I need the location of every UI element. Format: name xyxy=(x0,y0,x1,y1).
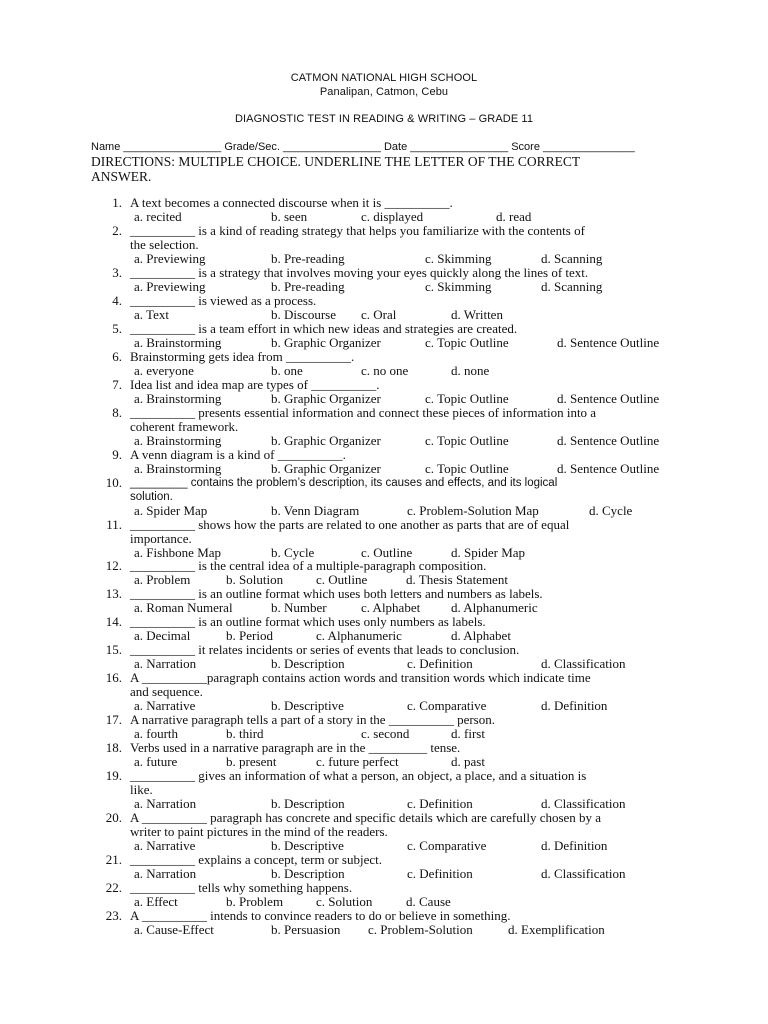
answer-option-d[interactable]: d. Definition xyxy=(541,698,608,714)
answer-option-b[interactable]: b. Descriptive xyxy=(271,838,344,854)
answer-option-b[interactable]: b. Descriptive xyxy=(271,698,344,714)
answer-option-a[interactable]: a. Brainstorming xyxy=(134,460,222,476)
answer-option-d[interactable]: d. Definition xyxy=(541,838,608,854)
answer-option-c[interactable]: c. Definition xyxy=(407,656,473,672)
answer-option-a[interactable]: a. future xyxy=(134,754,178,770)
answer-option-c[interactable]: c. second xyxy=(361,726,410,742)
answer-option-b[interactable]: b. Description xyxy=(271,796,345,812)
answer-option-c[interactable]: c. Skimming xyxy=(425,250,492,266)
answer-option-a[interactable]: a. Spider Map xyxy=(134,502,208,518)
answer-option-a[interactable]: a. Previewing xyxy=(134,278,206,294)
answer-option-a[interactable]: a. Narrative xyxy=(134,698,196,714)
question-number: 3. xyxy=(112,264,122,280)
answer-option-d[interactable]: d. Classification xyxy=(541,656,626,672)
question-text: Brainstorming gets idea from __________. xyxy=(130,348,355,364)
answer-option-a[interactable]: a. fourth xyxy=(134,726,179,742)
question-text: __________ tells why something happens. xyxy=(130,880,353,896)
question-number: 19. xyxy=(105,768,122,784)
answer-option-a[interactable]: a. Cause-Effect xyxy=(134,921,214,937)
question-number: 13. xyxy=(105,586,122,602)
answer-option-d[interactable]: d. Exemplification xyxy=(508,921,605,937)
answer-option-a[interactable]: a. Narration xyxy=(134,866,197,882)
answer-option-d[interactable]: d. Scanning xyxy=(541,250,603,266)
question-text: A __________ intends to convince readers to do or believe in something. xyxy=(130,907,511,923)
answer-option-c[interactable]: c. Alphanumeric xyxy=(316,628,402,644)
question-text: __________ presents essential information and connect these pieces of information into a xyxy=(130,404,597,420)
answer-option-a[interactable]: a. Narration xyxy=(134,796,197,812)
answer-option-a[interactable]: a. recited xyxy=(134,208,182,224)
question-text: writer to paint pictures in the mind of the readers. xyxy=(130,824,388,840)
question-text: A venn diagram is a kind of __________. xyxy=(130,446,346,462)
question-number: 16. xyxy=(105,670,122,686)
answer-option-a[interactable]: a. Effect xyxy=(134,894,178,909)
answer-option-d[interactable]: d. Spider Map xyxy=(451,544,526,560)
question-number: 5. xyxy=(112,320,122,336)
answer-option-a[interactable]: a. Brainstorming xyxy=(134,390,222,406)
question-number: 2. xyxy=(112,222,122,238)
answer-option-c[interactable]: c. Problem-Solution xyxy=(368,921,473,937)
question-text: Idea list and idea map are types of __________. xyxy=(130,376,380,392)
answer-option-b[interactable]: b. Cycle xyxy=(271,544,315,560)
question-text: __________ is a strategy that involves moving your eyes quickly along the lines of text. xyxy=(130,264,589,280)
answer-option-b[interactable]: b. Graphic Organizer xyxy=(271,334,381,350)
answer-option-d[interactable]: d. read xyxy=(496,208,532,224)
answer-option-b[interactable]: b. Graphic Organizer xyxy=(271,460,381,476)
answer-option-b[interactable]: b. Number xyxy=(271,600,327,616)
answer-option-c[interactable]: c. Topic Outline xyxy=(425,390,509,406)
answer-option-a[interactable]: a. Roman Numeral xyxy=(134,600,233,616)
answer-option-b[interactable]: b. Solution xyxy=(226,572,284,588)
answer-option-b[interactable]: b. Pre-reading xyxy=(271,278,345,294)
answer-option-d[interactable]: d. Sentence Outline xyxy=(557,334,660,350)
question-text: __________ is viewed as a process. xyxy=(130,292,317,308)
answer-option-d[interactable]: d. Classification xyxy=(541,866,626,882)
question-text: __________ gives an information of what a person, an object, a place, and a situation is xyxy=(130,768,587,784)
answer-option-d[interactable]: d. none xyxy=(451,362,490,378)
question-text: and sequence. xyxy=(130,684,203,700)
answer-option-d[interactable]: d. Alphanumeric xyxy=(451,600,538,616)
answer-option-b[interactable]: b. Pre-reading xyxy=(271,250,345,266)
question-number: 11. xyxy=(106,516,122,532)
answer-option-a[interactable]: a. Fishbone Map xyxy=(134,544,222,560)
answer-option-a[interactable]: a. Previewing xyxy=(134,250,206,266)
answer-option-b[interactable]: b. Period xyxy=(226,628,273,644)
test-title: DIAGNOSTIC TEST IN READING & WRITING – GRADE 11 xyxy=(234,113,534,125)
answer-option-c[interactable]: c. Outline xyxy=(316,572,368,588)
answer-option-c[interactable]: c. Topic Outline xyxy=(425,432,509,448)
answer-option-d[interactable]: d. first xyxy=(451,726,485,742)
school-name: CATMON NATIONAL HIGH SCHOOL xyxy=(290,72,478,84)
student-info-line: Name ________________ Grade/Sec. ________________ Date ________________ Score _______________ xyxy=(91,141,635,153)
question-number: 10. xyxy=(105,474,122,490)
question-number: 22. xyxy=(105,880,122,896)
answer-option-b[interactable]: b. Discourse xyxy=(271,306,336,322)
answer-option-b[interactable]: b. one xyxy=(271,362,303,378)
question-text: A __________paragraph contains action words and transition words which indicate time xyxy=(130,670,591,686)
question-number: 9. xyxy=(112,446,122,462)
answer-option-c[interactable]: c. Solution xyxy=(316,894,373,909)
answer-option-c[interactable]: c. Comparative xyxy=(407,698,487,714)
answer-option-c[interactable]: c. Topic Outline xyxy=(425,334,509,350)
question-number: 21. xyxy=(105,852,122,868)
question-number: 18. xyxy=(105,740,122,756)
answer-option-c[interactable]: c. Definition xyxy=(407,866,473,882)
answer-option-b[interactable]: b. Graphic Organizer xyxy=(271,390,381,406)
answer-option-d[interactable]: d. Sentence Outline xyxy=(557,390,660,406)
question-text: importance. xyxy=(130,530,192,546)
answer-option-a[interactable]: a. everyone xyxy=(134,362,194,378)
answer-option-a[interactable]: a. Narrative xyxy=(134,838,196,854)
answer-option-d[interactable]: d. Cause xyxy=(406,894,451,909)
answer-option-c[interactable]: c. future perfect xyxy=(316,754,399,770)
answer-option-c[interactable]: c. Problem-Solution Map xyxy=(407,502,539,518)
answer-option-c[interactable]: c. displayed xyxy=(361,208,424,224)
answer-option-c[interactable]: c. Oral xyxy=(361,306,397,322)
answer-option-d[interactable]: d. Sentence Outline xyxy=(557,460,660,476)
directions-line-2: ANSWER. xyxy=(91,169,152,184)
question-number: 8. xyxy=(112,404,122,420)
school-address: Panalipan, Catmon, Cebu xyxy=(319,86,449,98)
answer-option-b[interactable]: b. Venn Diagram xyxy=(271,502,360,518)
answer-option-a[interactable]: a. Narration xyxy=(134,656,197,672)
question-text: __________ it relates incidents or series of events that leads to conclusion. xyxy=(130,642,520,658)
directions-line-1: DIRECTIONS: MULTIPLE CHOICE. UNDERLINE THE LETTER OF THE CORRECT xyxy=(91,154,581,169)
question-text: _________ contains the problem’s description, its causes and effects, and its logical xyxy=(130,476,558,489)
question-text: A narrative paragraph tells a part of a story in the __________ person. xyxy=(130,712,495,728)
answer-option-d[interactable]: d. Classification xyxy=(541,796,626,812)
answer-option-b[interactable]: b. Description xyxy=(271,656,345,672)
answer-option-a[interactable]: a. Decimal xyxy=(134,628,191,644)
question-text: __________ is an outline format which uses only numbers as labels. xyxy=(130,614,486,630)
answer-option-a[interactable]: a. Text xyxy=(134,306,169,322)
answer-option-d[interactable]: d. Thesis Statement xyxy=(406,572,508,588)
answer-option-a[interactable]: a. Problem xyxy=(134,572,191,588)
answer-option-b[interactable]: b. third xyxy=(226,726,264,742)
question-number: 15. xyxy=(105,642,122,658)
answer-option-c[interactable]: c. Skimming xyxy=(425,278,492,294)
answer-option-a[interactable]: a. Brainstorming xyxy=(134,334,222,350)
answer-option-c[interactable]: c. Topic Outline xyxy=(425,460,509,476)
answer-option-b[interactable]: b. Persuasion xyxy=(271,921,341,937)
answer-option-c[interactable]: c. Comparative xyxy=(407,838,487,854)
answer-option-b[interactable]: b. seen xyxy=(271,208,308,224)
question-number: 6. xyxy=(112,348,122,364)
answer-option-c[interactable]: c. Outline xyxy=(361,544,413,560)
answer-option-d[interactable]: d. Written xyxy=(451,306,503,322)
question-number: 20. xyxy=(105,810,122,826)
answer-option-d[interactable]: d. Scanning xyxy=(541,278,603,294)
question-number: 23. xyxy=(105,907,122,923)
answer-option-d[interactable]: d. Sentence Outline xyxy=(557,432,660,448)
question-number: 14. xyxy=(105,614,122,630)
question-text: coherent framework. xyxy=(130,418,239,434)
question-text: __________ shows how the parts are related to one another as parts that are of equal xyxy=(130,516,570,532)
answer-option-d[interactable]: d. Alphabet xyxy=(451,628,511,644)
answer-option-d[interactable]: d. Cycle xyxy=(589,502,633,518)
answer-option-d[interactable]: d. past xyxy=(451,754,485,770)
question-number: 12. xyxy=(105,558,122,574)
question-text: like. xyxy=(130,782,153,798)
question-text: the selection. xyxy=(130,236,199,252)
question-number: 17. xyxy=(105,712,122,728)
answer-option-b[interactable]: b. Problem xyxy=(226,894,284,909)
question-text: __________ explains a concept, term or subject. xyxy=(130,852,382,868)
answer-option-a[interactable]: a. Brainstorming xyxy=(134,432,222,448)
question-text: __________ is the central idea of a multiple-paragraph composition. xyxy=(130,558,487,574)
answer-option-c[interactable]: c. Alphabet xyxy=(361,600,421,616)
question-number: 1. xyxy=(112,195,122,210)
question-text: A text becomes a connected discourse when it is __________. xyxy=(130,195,453,210)
answer-option-b[interactable]: b. Graphic Organizer xyxy=(271,432,381,448)
question-text: solution. xyxy=(130,490,173,503)
directions xyxy=(91,154,691,184)
answer-option-b[interactable]: b. Description xyxy=(271,866,345,882)
answer-option-b[interactable]: b. present xyxy=(226,754,277,770)
question-text: Verbs used in a narrative paragraph are in the _________ tense. xyxy=(130,740,461,756)
question-text: A __________ paragraph has concrete and specific details which are carefully chosen by a xyxy=(130,810,602,826)
answer-option-c[interactable]: c. no one xyxy=(361,362,409,378)
question-number: 7. xyxy=(112,376,122,392)
question-text: __________ is a kind of reading strategy that helps you familiarize with the contents of xyxy=(130,222,585,238)
question-text: __________ is an outline format which uses both letters and numbers as labels. xyxy=(130,586,543,602)
question-number: 4. xyxy=(112,292,122,308)
question-text: __________ is a team effort in which new ideas and strategies are created. xyxy=(130,320,518,336)
answer-option-c[interactable]: c. Definition xyxy=(407,796,473,812)
